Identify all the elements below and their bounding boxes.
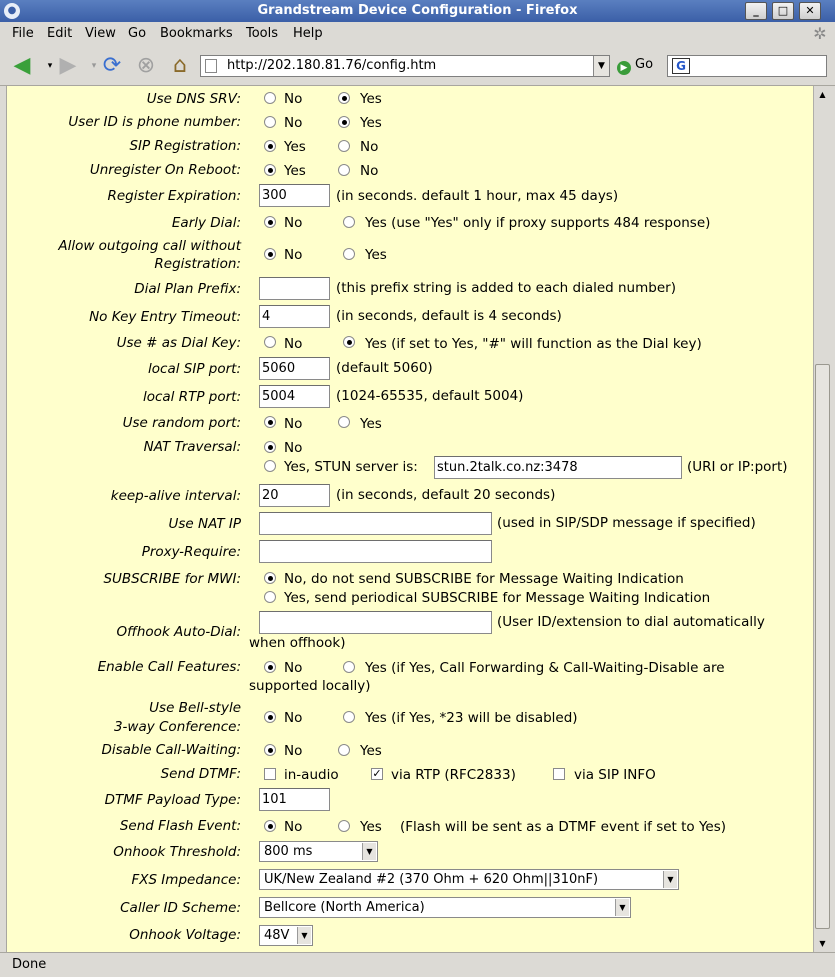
fxs-value: UK/New Zealand #2 (370 Ohm + 620 Ohm||310nF) xyxy=(264,872,599,887)
allow-out-yes-text: Yes xyxy=(365,247,387,263)
flash-yes-radio[interactable] xyxy=(338,820,350,832)
cw-disable-yes-radio[interactable] xyxy=(338,744,350,756)
dial-prefix-label: Dial Plan Prefix: xyxy=(134,281,241,297)
sip-reg-label: SIP Registration: xyxy=(129,138,241,154)
hash-dial-yes-radio[interactable] xyxy=(343,336,355,348)
chevron-down-icon: ▼ xyxy=(663,871,677,888)
bell-label-line1: Use Bell-style xyxy=(149,700,241,716)
menu-bar xyxy=(0,22,835,46)
chevron-down-icon: ▼ xyxy=(615,899,629,916)
chevron-down-icon: ▼ xyxy=(362,843,376,860)
dtmf-label: Send DTMF: xyxy=(160,766,241,782)
userid-phone-yes-text: Yes xyxy=(360,115,382,131)
nat-ip-hint: (used in SIP/SDP message if specified) xyxy=(497,515,756,531)
back-dropdown-icon[interactable]: ▾ xyxy=(47,61,53,71)
back-icon[interactable]: ◀ xyxy=(13,53,31,78)
reg-exp-hint: (in seconds. default 1 hour, max 45 days) xyxy=(336,188,619,204)
scroll-down-icon[interactable]: ▼ xyxy=(819,939,826,948)
dial-prefix-hint: (this prefix string is added to each dialed number) xyxy=(336,280,676,296)
call-features-label: Enable Call Features: xyxy=(97,659,241,675)
status-bar xyxy=(0,952,835,977)
onhook-thresh-label: Onhook Threshold: xyxy=(113,844,241,860)
navigation-toolbar xyxy=(0,46,835,86)
call-features-no-radio[interactable] xyxy=(264,661,276,673)
scrollbar-thumb[interactable] xyxy=(815,364,830,929)
allow-out-label: Allow outgoing call without Registration: xyxy=(58,238,241,272)
callerid-label: Caller ID Scheme: xyxy=(120,900,241,916)
dns-srv-no-text: No xyxy=(284,91,303,107)
rtp-port-input[interactable]: 5004 xyxy=(259,385,330,408)
go-label: Go xyxy=(635,57,654,72)
minimize-button[interactable]: _ xyxy=(745,2,767,20)
hash-dial-label: Use # as Dial Key: xyxy=(116,335,241,351)
dns-srv-yes-radio[interactable] xyxy=(338,92,350,104)
proxy-req-input[interactable] xyxy=(259,540,492,563)
sip-port-hint: (default 5060) xyxy=(336,360,433,376)
callerid-select[interactable] xyxy=(259,897,631,918)
userid-phone-label: User ID is phone number: xyxy=(68,114,241,130)
nokey-timeout-label: No Key Entry Timeout: xyxy=(89,309,241,325)
callerid-value: Bellcore (North America) xyxy=(264,900,425,915)
random-port-no-text: No xyxy=(284,416,303,432)
bell-label-line2: 3-way Conference: xyxy=(113,719,241,735)
nat-label: NAT Traversal: xyxy=(143,439,241,455)
sip-reg-yes-text: Yes xyxy=(284,139,306,155)
config-form xyxy=(6,86,813,952)
menu-tools[interactable]: Tools xyxy=(246,26,279,41)
nat-ip-input[interactable] xyxy=(259,512,492,535)
sip-reg-yes-radio[interactable] xyxy=(264,140,276,152)
flash-label: Send Flash Event: xyxy=(119,818,241,834)
rtp-port-hint: (1024-65535, default 5004) xyxy=(336,388,524,404)
nat-no-radio[interactable] xyxy=(264,441,276,453)
offhook-label: Offhook Auto-Dial: xyxy=(116,624,241,640)
window-title: Grandstream Device Configuration - Firefox xyxy=(257,3,578,18)
userid-phone-no-text: No xyxy=(284,115,303,131)
hash-dial-no-text: No xyxy=(284,336,303,352)
bell-no-radio[interactable] xyxy=(264,711,276,723)
early-dial-yes-radio[interactable] xyxy=(343,216,355,228)
menu-bookmarks[interactable]: Bookmarks xyxy=(160,26,233,41)
call-features-line2: supported locally) xyxy=(249,678,371,694)
onhook-thresh-value: 800 ms xyxy=(264,844,313,859)
sip-port-input[interactable]: 5060 xyxy=(259,357,330,380)
early-dial-label: Early Dial: xyxy=(171,215,241,231)
reload-icon[interactable]: ⟳ xyxy=(102,53,122,78)
userid-phone-no-radio[interactable] xyxy=(264,116,276,128)
throbber-icon: ✲ xyxy=(813,24,827,43)
vertical-scrollbar[interactable] xyxy=(813,86,831,952)
random-port-yes-text: Yes xyxy=(360,416,382,432)
early-dial-no-radio[interactable] xyxy=(264,216,276,228)
menu-view[interactable]: View xyxy=(85,26,116,41)
flash-no-text: No xyxy=(284,819,303,835)
close-button[interactable]: ✕ xyxy=(799,2,821,20)
hash-dial-yes-text: Yes (if set to Yes, "#" will function as the Dial key) xyxy=(365,336,702,352)
menu-file[interactable]: File xyxy=(12,26,34,41)
nat-stun-text: Yes, STUN server is: xyxy=(284,459,418,475)
stun-hint: (URI or IP:port) xyxy=(687,459,788,475)
flash-hint: (Flash will be sent as a DTMF event if set to Yes) xyxy=(400,819,727,835)
unreg-reboot-no-text: No xyxy=(360,163,379,179)
go-button[interactable] xyxy=(617,57,653,75)
onhook-volt-value: 48V xyxy=(264,928,290,943)
call-features-no-text: No xyxy=(284,660,303,676)
hash-dial-no-radio[interactable] xyxy=(264,336,276,348)
forward-icon[interactable]: ▶ xyxy=(59,53,77,78)
dtmf-inaudio-text: in-audio xyxy=(284,767,339,783)
keepalive-label: keep-alive interval: xyxy=(110,488,241,504)
stun-server-input[interactable]: stun.2talk.co.nz:3478 xyxy=(434,456,682,479)
random-port-yes-radio[interactable] xyxy=(338,416,350,428)
bell-no-text: No xyxy=(284,710,303,726)
forward-dropdown-icon[interactable]: ▾ xyxy=(91,61,97,71)
stop-icon[interactable]: ⊗ xyxy=(136,53,156,78)
offhook-hint-line2: when offhook) xyxy=(249,635,346,651)
keepalive-hint: (in seconds, default 20 seconds) xyxy=(336,487,556,503)
dns-srv-no-radio[interactable] xyxy=(264,92,276,104)
mwi-label: SUBSCRIBE for MWI: xyxy=(103,571,241,587)
cw-disable-no-radio[interactable] xyxy=(264,744,276,756)
random-port-no-radio[interactable] xyxy=(264,416,276,428)
rtp-port-label: local RTP port: xyxy=(142,389,241,405)
reg-exp-input[interactable]: 300 xyxy=(259,184,330,207)
sip-port-label: local SIP port: xyxy=(148,361,241,377)
address-dropdown-icon[interactable]: ▼ xyxy=(593,56,609,76)
keepalive-input[interactable]: 20 xyxy=(259,484,330,507)
nat-stun-radio[interactable] xyxy=(264,460,276,472)
onhook-volt-label: Onhook Voltage: xyxy=(129,927,241,943)
title-bar xyxy=(0,0,835,22)
nat-no-text: No xyxy=(284,440,303,456)
address-url: http://202.180.81.76/config.htm xyxy=(227,58,437,73)
page-icon xyxy=(205,59,217,73)
dtmf-inaudio-checkbox[interactable] xyxy=(264,768,276,780)
address-bar[interactable] xyxy=(200,55,610,77)
mwi-yes-text: Yes, send periodical SUBSCRIBE for Message Waiting Indication xyxy=(284,590,711,606)
offhook-hint: (User ID/extension to dial automatically xyxy=(497,614,765,630)
window-menu-icon[interactable]: ● xyxy=(4,3,20,19)
unreg-reboot-yes-text: Yes xyxy=(284,163,306,179)
cw-disable-label: Disable Call-Waiting: xyxy=(101,742,241,758)
fxs-label: FXS Impedance: xyxy=(131,872,241,888)
allow-out-no-text: No xyxy=(284,247,303,263)
dtmf-rtp-checkbox[interactable]: ✓ xyxy=(372,767,382,780)
allow-out-yes-radio[interactable] xyxy=(343,248,355,260)
cw-disable-no-text: No xyxy=(284,743,303,759)
go-icon: ▶ xyxy=(617,61,631,75)
menu-help[interactable]: Help xyxy=(293,26,323,41)
mwi-no-text: No, do not send SUBSCRIBE for Message Waiting Indication xyxy=(284,571,684,587)
reg-exp-label: Register Expiration: xyxy=(107,188,241,204)
call-features-yes-radio[interactable] xyxy=(343,661,355,673)
unreg-reboot-label: Unregister On Reboot: xyxy=(89,162,241,178)
offhook-input[interactable] xyxy=(259,611,492,634)
sip-reg-no-text: No xyxy=(360,139,379,155)
nokey-timeout-hint: (in seconds, default is 4 seconds) xyxy=(336,308,562,324)
userid-phone-yes-radio[interactable] xyxy=(338,116,350,128)
dns-srv-yes-text: Yes xyxy=(360,91,382,107)
scroll-up-icon[interactable]: ▲ xyxy=(819,90,826,99)
unreg-reboot-yes-radio[interactable] xyxy=(264,164,276,176)
bell-yes-radio[interactable] xyxy=(343,711,355,723)
menu-go[interactable]: Go xyxy=(128,26,147,41)
early-dial-no-text: No xyxy=(284,215,303,231)
flash-yes-text: Yes xyxy=(360,819,382,835)
chevron-down-icon: ▼ xyxy=(297,927,311,944)
search-engine-icon[interactable]: G xyxy=(672,58,690,74)
fxs-select[interactable] xyxy=(259,869,679,890)
dtmf-payload-label: DTMF Payload Type: xyxy=(104,792,241,808)
proxy-req-label: Proxy-Require: xyxy=(141,544,241,560)
allow-out-no-radio[interactable] xyxy=(264,248,276,260)
call-features-yes-text: Yes (if Yes, Call Forwarding & Call-Waiting-Disable are xyxy=(365,660,725,676)
nokey-timeout-input[interactable]: 4 xyxy=(259,305,330,328)
status-text: Done xyxy=(12,957,47,972)
maximize-button[interactable]: □ xyxy=(772,2,794,20)
menu-edit[interactable]: Edit xyxy=(47,26,73,41)
early-dial-yes-text: Yes (use "Yes" only if proxy supports 484 response) xyxy=(365,215,711,231)
nat-ip-label: Use NAT IP xyxy=(168,516,241,532)
cw-disable-yes-text: Yes xyxy=(360,743,382,759)
sip-reg-no-radio[interactable] xyxy=(338,140,350,152)
dns-srv-label: Use DNS SRV: xyxy=(146,91,241,107)
dtmf-rtp-text: via RTP (RFC2833) xyxy=(391,767,516,783)
dtmf-payload-input[interactable]: 101 xyxy=(259,788,330,811)
mwi-no-radio[interactable] xyxy=(264,572,276,584)
mwi-yes-radio[interactable] xyxy=(264,591,276,603)
flash-no-radio[interactable] xyxy=(264,820,276,832)
search-box[interactable] xyxy=(667,55,827,77)
home-icon[interactable]: ⌂ xyxy=(173,53,187,78)
onhook-thresh-select[interactable] xyxy=(259,841,378,862)
unreg-reboot-no-radio[interactable] xyxy=(338,164,350,176)
dtmf-sipinfo-checkbox[interactable] xyxy=(553,768,565,780)
dtmf-sipinfo-text: via SIP INFO xyxy=(574,767,656,783)
random-port-label: Use random port: xyxy=(122,415,241,431)
onhook-volt-select[interactable] xyxy=(259,925,313,946)
bell-yes-text: Yes (if Yes, *23 will be disabled) xyxy=(365,710,578,726)
dial-prefix-input[interactable] xyxy=(259,277,330,300)
